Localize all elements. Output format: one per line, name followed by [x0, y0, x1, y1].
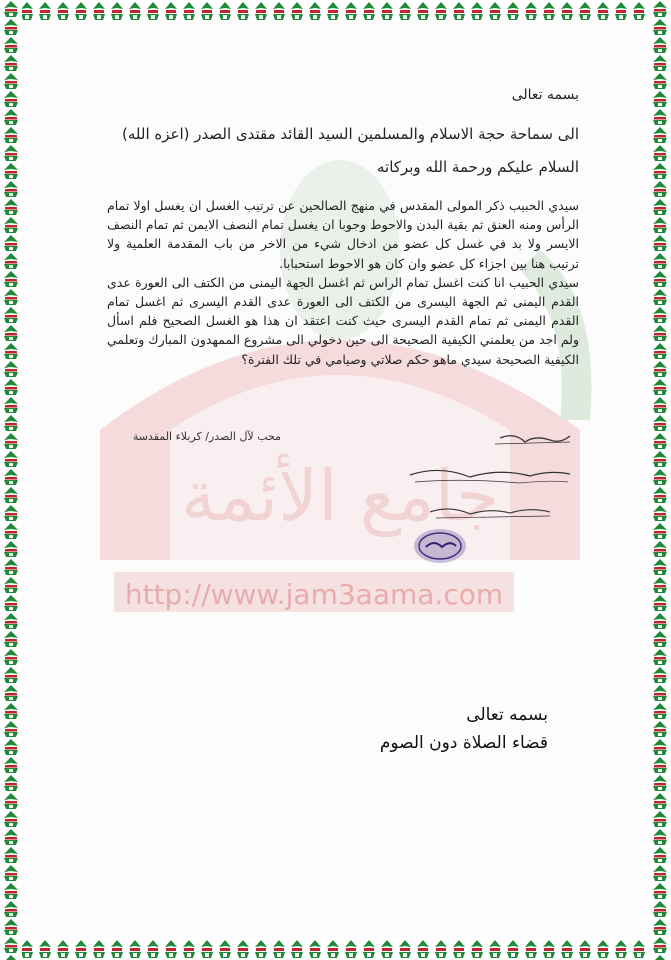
letter-greeting: السلام عليكم ورحمة الله وبركاته — [377, 158, 579, 176]
watermark-url-band — [114, 566, 514, 624]
stamp-seal — [412, 527, 468, 565]
decorative-border-right — [649, 0, 671, 960]
decorative-border-top — [0, 0, 671, 22]
letter-paragraph-2: سيدي الحبيب انا كنت اغسل تمام الراس ثم اغسل الجهة اليمنى من الكتف الى العورة عدى القدم اليمنى ثم الجهة اليسرى من الكتف الى العورة عدى القدم اليسرى ثم اغسل تمام القدم اليمنى ثم تمام القدم اليسرى حيث كنت اعتقد ان هذا هو الغسل الصحيح فلم اسأل ولم اجد من يعلمني الكيفية الصحيحة الى حين دخولي الى مشروع الممهدون المبارك وتعلمي الكيفية الصحيحة سيدي ماهو حكم صلاتي وصيامي في تلك الفترة؟ — [106, 274, 579, 367]
letter-paragraph-1: سيدي الحبيب ذكر المولى المقدس في منهج الصالحين عن ترتيب الغسل ان يغسل اولا تمام الرأس ومنه العنق ثم بقية البدن والاحوط وجوبا ان يغسل تمام النصف الايمن ثم تمام النصف الايسر ولا بد في غسل كل عضو من ادخال شيء من الاخر من باب المقدمة العلمية ولا ترتيب هنا بين اجزاء كل عضو وان كان هو الاحوط استحبابا. — [107, 198, 579, 271]
decorative-border-bottom — [0, 938, 671, 960]
letter-signature: محب لآل الصدر/ كربلاء المقدسة — [132, 430, 281, 443]
decorative-border-left — [0, 0, 22, 960]
watermark-url: http://www.jam3aama.com — [124, 578, 504, 611]
letter-recipient: الى سماحة حجة الاسلام والمسلمين السيد القائد مقتدى الصدر (اعزه الله) — [122, 125, 579, 143]
reply-ruling: قضاء الصلاة دون الصوم — [379, 733, 548, 753]
reply-basmala: بسمه تعالى — [466, 705, 548, 725]
letter-basmala: بسمه تعالى — [511, 87, 579, 103]
letter-body — [107, 196, 579, 369]
